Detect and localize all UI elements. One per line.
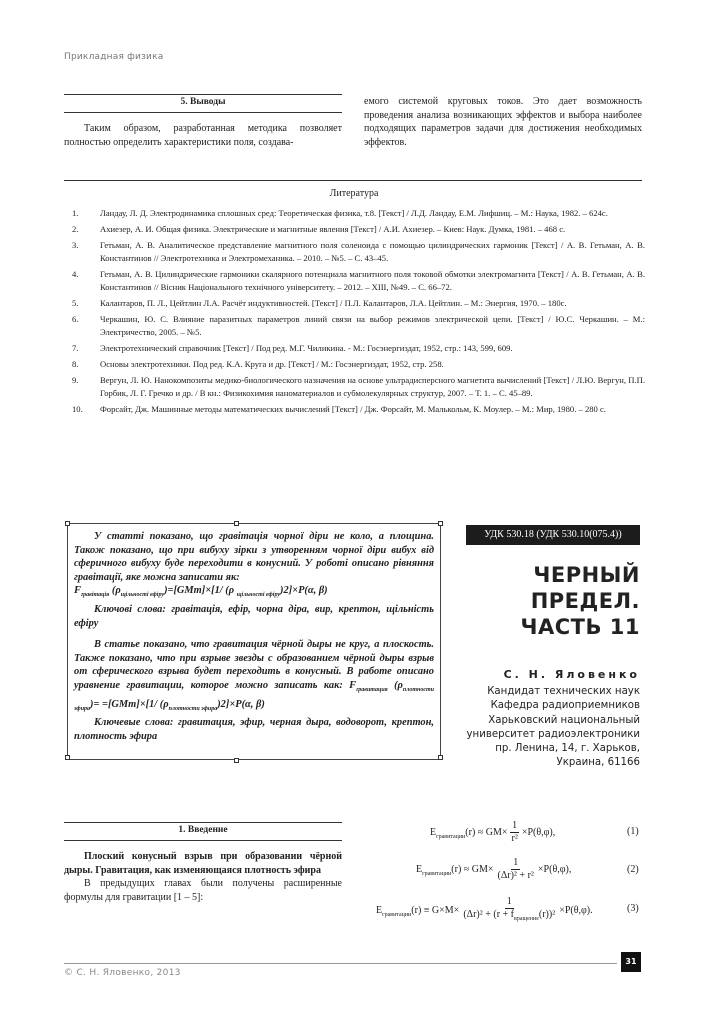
reference-text: Гетьман, А. В. Цилиндрические гармоники скалярного потенциала магнитного поля токовой обмотки электромагнита [Текст] / А. В. Гетьман, А. В. Константинов // Вісник Національного технічного університету. – 2012. – ХІІІ, №49. – С. 66–72. — [100, 269, 645, 292]
article-title — [521, 562, 641, 640]
abstract-ua-text: У статті показано, що гравітація чорної діри не коло, а площина. Також показано, що при вибуху зірки з утворенням чорної діри вибух від сферичного вибуху буде переходити в конусний. У роботі описано рівняння гравітації, яке можна записати як: — [74, 531, 434, 583]
eq-den-part: (Δr)² + (r + f — [463, 909, 515, 920]
formula-subscript: щільності ефіру — [236, 592, 281, 599]
section-rule — [64, 94, 342, 95]
formula-part: )= =[GMm]×[1/ (ρ — [90, 698, 169, 710]
reference-number: 6. — [72, 314, 79, 324]
frame-handle — [438, 521, 443, 526]
author-affiliation — [440, 685, 640, 771]
reference-item — [72, 313, 645, 339]
reference-text: Вергун, Л. Ю. Нанокомпозиты медико-биологического назначения на основе ультрадисперсного магнетита вычислений [Текст] / Л.Ю. Вергун, П.П. Горбик, Л. Г. Гречко и др. / В кн.: Физикохимия наноматериалов и субмолекулярных структур, 2007. – Т. 1. – С. 45–89. — [100, 375, 645, 398]
section-rule — [64, 112, 342, 113]
intro-text — [64, 850, 342, 904]
equation-number: (2) — [627, 864, 639, 875]
section-rule — [64, 840, 342, 841]
conclusions-left-paragraph: Таким образом, разработанная методика позволяет полностью определить характеристики поля, создава- — [64, 123, 342, 148]
formula-subscript: гравитация — [356, 686, 388, 693]
conclusions-right-paragraph: емого системой круговых токов. Это дает возможность проведения анализа возникающих эффектов и выбора наиболее подходящих параметров задачи для достижения необходимых эффектов. — [364, 96, 642, 148]
running-header: Прикладная физика — [64, 52, 164, 62]
reference-item — [72, 239, 645, 265]
eq-denominator: (Δr)² + r² — [497, 870, 534, 881]
intro-paragraph: В предыдущих главах были получены расширенные формулы для гравитации [1 – 5]: — [64, 878, 342, 903]
formula-part: )2]×P(α, β) — [217, 698, 265, 710]
author-name: С. Н. Яловенко — [503, 668, 640, 681]
literature-title: Литература — [329, 188, 379, 199]
equation-1 — [430, 820, 555, 845]
eq-subscript: гравитации — [382, 911, 412, 918]
reference-text: Основы электротехники. Под ред. К.А. Круга и др. [Текст] / М.: Госэнергиздат, 1952, стр. 258. — [100, 359, 444, 369]
abstract-ru-body: В статье показано, что гравитация чёрной дыры не круг, а плоскость. Также показано, что при взрыве звезды с образованием чёрной дыры взрыв от сферического взрыва будет переходить в конусный. В работе описано уравнение гравитации, которое можно записать как: — [74, 639, 434, 691]
reference-item — [72, 374, 645, 400]
intro-title: 1. Введение — [178, 825, 228, 835]
reference-text: Калантаров, П. Л., Цейтлин Л.А. Расчёт индуктивностей. [Текст] / П.Л. Калантаров, Л.А. Цейтлин. – М.: Энергия, 1970. – 180с. — [100, 298, 567, 308]
eq-end: ×P(θ,φ). — [559, 904, 593, 916]
reference-item — [72, 223, 645, 236]
affiliation-line: университет радиоэлектроники — [466, 728, 640, 740]
reference-number: 4. — [72, 269, 79, 279]
formula-part: F — [349, 679, 357, 691]
formula-subscript: плотности эфира — [74, 686, 434, 712]
reference-list — [72, 207, 645, 419]
frame-handle — [234, 758, 239, 763]
equation-number: (1) — [627, 826, 639, 837]
eq-den-part: (r))² — [538, 909, 556, 920]
abstract-ru-text — [74, 638, 434, 716]
section-rule — [64, 822, 342, 823]
equation-3 — [376, 896, 593, 925]
title-line: ПРЕДЕЛ. — [530, 589, 640, 613]
abstract-box — [67, 523, 441, 760]
title-line: ЧАСТЬ 11 — [520, 615, 640, 639]
footer-rule — [64, 963, 617, 964]
abstract-ru-keywords: Ключевые слова: гравитация, эфир, черная дыра, водоворот, крептон, плотность эфира — [74, 717, 434, 742]
frame-handle — [65, 755, 70, 760]
eq-mid: (r) ≈ GM× — [465, 826, 508, 838]
eq-lhs: E — [430, 826, 437, 838]
eq-numerator: 1 — [506, 896, 512, 907]
eq-numerator: 1 — [513, 857, 519, 868]
reference-item — [72, 403, 645, 416]
reference-number: 8. — [72, 359, 79, 369]
udc-badge: УДК 530.18 (УДК 530.10(075.4)) — [466, 525, 640, 545]
equation-2 — [416, 857, 571, 882]
intro-heading: Плоский конусный взрыв при образовании чёрной дыры. Гравитация, как изменяющаяся плотность эфира — [64, 851, 342, 876]
reference-number: 9. — [72, 375, 79, 385]
conclusions-right-text — [364, 95, 642, 149]
abstract-ua-formula — [74, 584, 434, 603]
reference-number: 5. — [72, 298, 79, 308]
formula-subscript: плотности эфира — [168, 705, 218, 712]
reference-item — [72, 268, 645, 294]
reference-number: 7. — [72, 343, 79, 353]
eq-denominator — [461, 909, 557, 925]
eq-subscript: гравитации — [422, 870, 452, 877]
formula-subscript: гравітація — [80, 592, 110, 599]
formula-part: )2]×P(α, β) — [280, 585, 328, 597]
affiliation-line: Харьковский национальный — [488, 714, 640, 726]
conclusions-title: 5. Выводы — [180, 97, 226, 107]
eq-mid: (r) ≡ G×M× — [411, 904, 460, 916]
reference-text: Форсайт, Дж. Машинные методы математических вычислений [Текст] / Дж. Форсайт, М. Малькольм, К. Моулер. – М.: Мир, 1980. – 280 с. — [100, 404, 606, 414]
formula-part: )=[GMm]×[1/ (ρ — [164, 585, 237, 597]
reference-number: 1. — [72, 208, 79, 218]
reference-text: Ахиезер, А. И. Общая физика. Электрические и магнитные явления [Текст] / А.И. Ахиезер. – Киев: Наук. Думка, 1981. – 468 с. — [100, 224, 566, 234]
frame-handle — [65, 521, 70, 526]
frame-handle — [234, 521, 239, 526]
spacer — [74, 630, 434, 638]
footer-copyright: © С. Н. Яловенко, 2013 — [64, 968, 181, 978]
equation-number: (3) — [627, 903, 639, 914]
reference-item — [72, 207, 645, 220]
formula-part: F — [74, 585, 81, 597]
affiliation-line: Кафедра радиоприемников — [490, 700, 640, 712]
affiliation-line: пр. Ленина, 14, г. Харьков, — [495, 743, 640, 755]
reference-text: Гетьман, А. В. Аналитическое представление магнитного поля соленоида с помощью цилиндрических гармоник [Текст] / А. В. Гетьман, А. В. Константинов // Электротехника и Электромеханика. – 2010. – №5. – С. 43–45. — [100, 240, 645, 263]
reference-text: Электротехнический справочник [Текст] / Под ред. М.Г. Чиликина. - М.: Госэнергиздат, 1952, стр.: 143, 599, 609. — [100, 343, 513, 353]
eq-fraction — [510, 820, 520, 845]
conclusions-left-text — [64, 122, 342, 149]
reference-item — [72, 297, 645, 310]
reference-text: Черкашин, Ю. С. Влияние паразитных параметров линий связи на выбор режимов электрической цепи. [Текст] / Ю.С. Черкашин. – М.: Электричество, 2005. – №5. — [100, 314, 645, 337]
eq-subscript: гравитации — [436, 833, 466, 840]
eq-subscript: вращение — [514, 916, 539, 922]
page-number: 31 — [621, 952, 641, 972]
formula-subscript: щільності ефіру — [120, 592, 165, 599]
reference-text: Ландау, Л. Д. Электродинамика сплошных сред: Теоретическая физика, т.8. [Текст] / Л.Д. Ландау, Е.М. Лифшиц. – М.: Наука, 1982. – 624с. — [100, 208, 608, 218]
eq-end: ×P(θ,φ), — [537, 863, 572, 875]
eq-numerator: 1 — [512, 820, 518, 831]
eq-mid: (r) ≈ GM× — [451, 863, 494, 875]
eq-lhs: E — [376, 904, 383, 916]
formula-part: (ρ — [109, 585, 121, 597]
eq-lhs: E — [416, 863, 423, 875]
affiliation-line: Украина, 61166 — [556, 757, 640, 769]
formula-part: (ρ — [387, 679, 403, 691]
reference-number: 3. — [72, 240, 79, 250]
title-line: ЧЕРНЫЙ — [533, 563, 640, 587]
reference-item — [72, 342, 645, 355]
affiliation-line: Кандидат технических наук — [487, 686, 640, 697]
eq-end: ×P(θ,φ), — [521, 826, 556, 838]
literature-rule — [64, 180, 642, 181]
reference-number: 10. — [72, 404, 83, 414]
eq-fraction — [461, 896, 557, 925]
eq-fraction — [496, 857, 536, 882]
abstract-ua-keywords: Ключові слова: гравітація, ефір, чорна діра, вир, крептон, щільність ефіру — [74, 603, 434, 629]
eq-denominator: r² — [511, 833, 518, 844]
reference-number: 2. — [72, 224, 79, 234]
reference-item — [72, 358, 645, 371]
